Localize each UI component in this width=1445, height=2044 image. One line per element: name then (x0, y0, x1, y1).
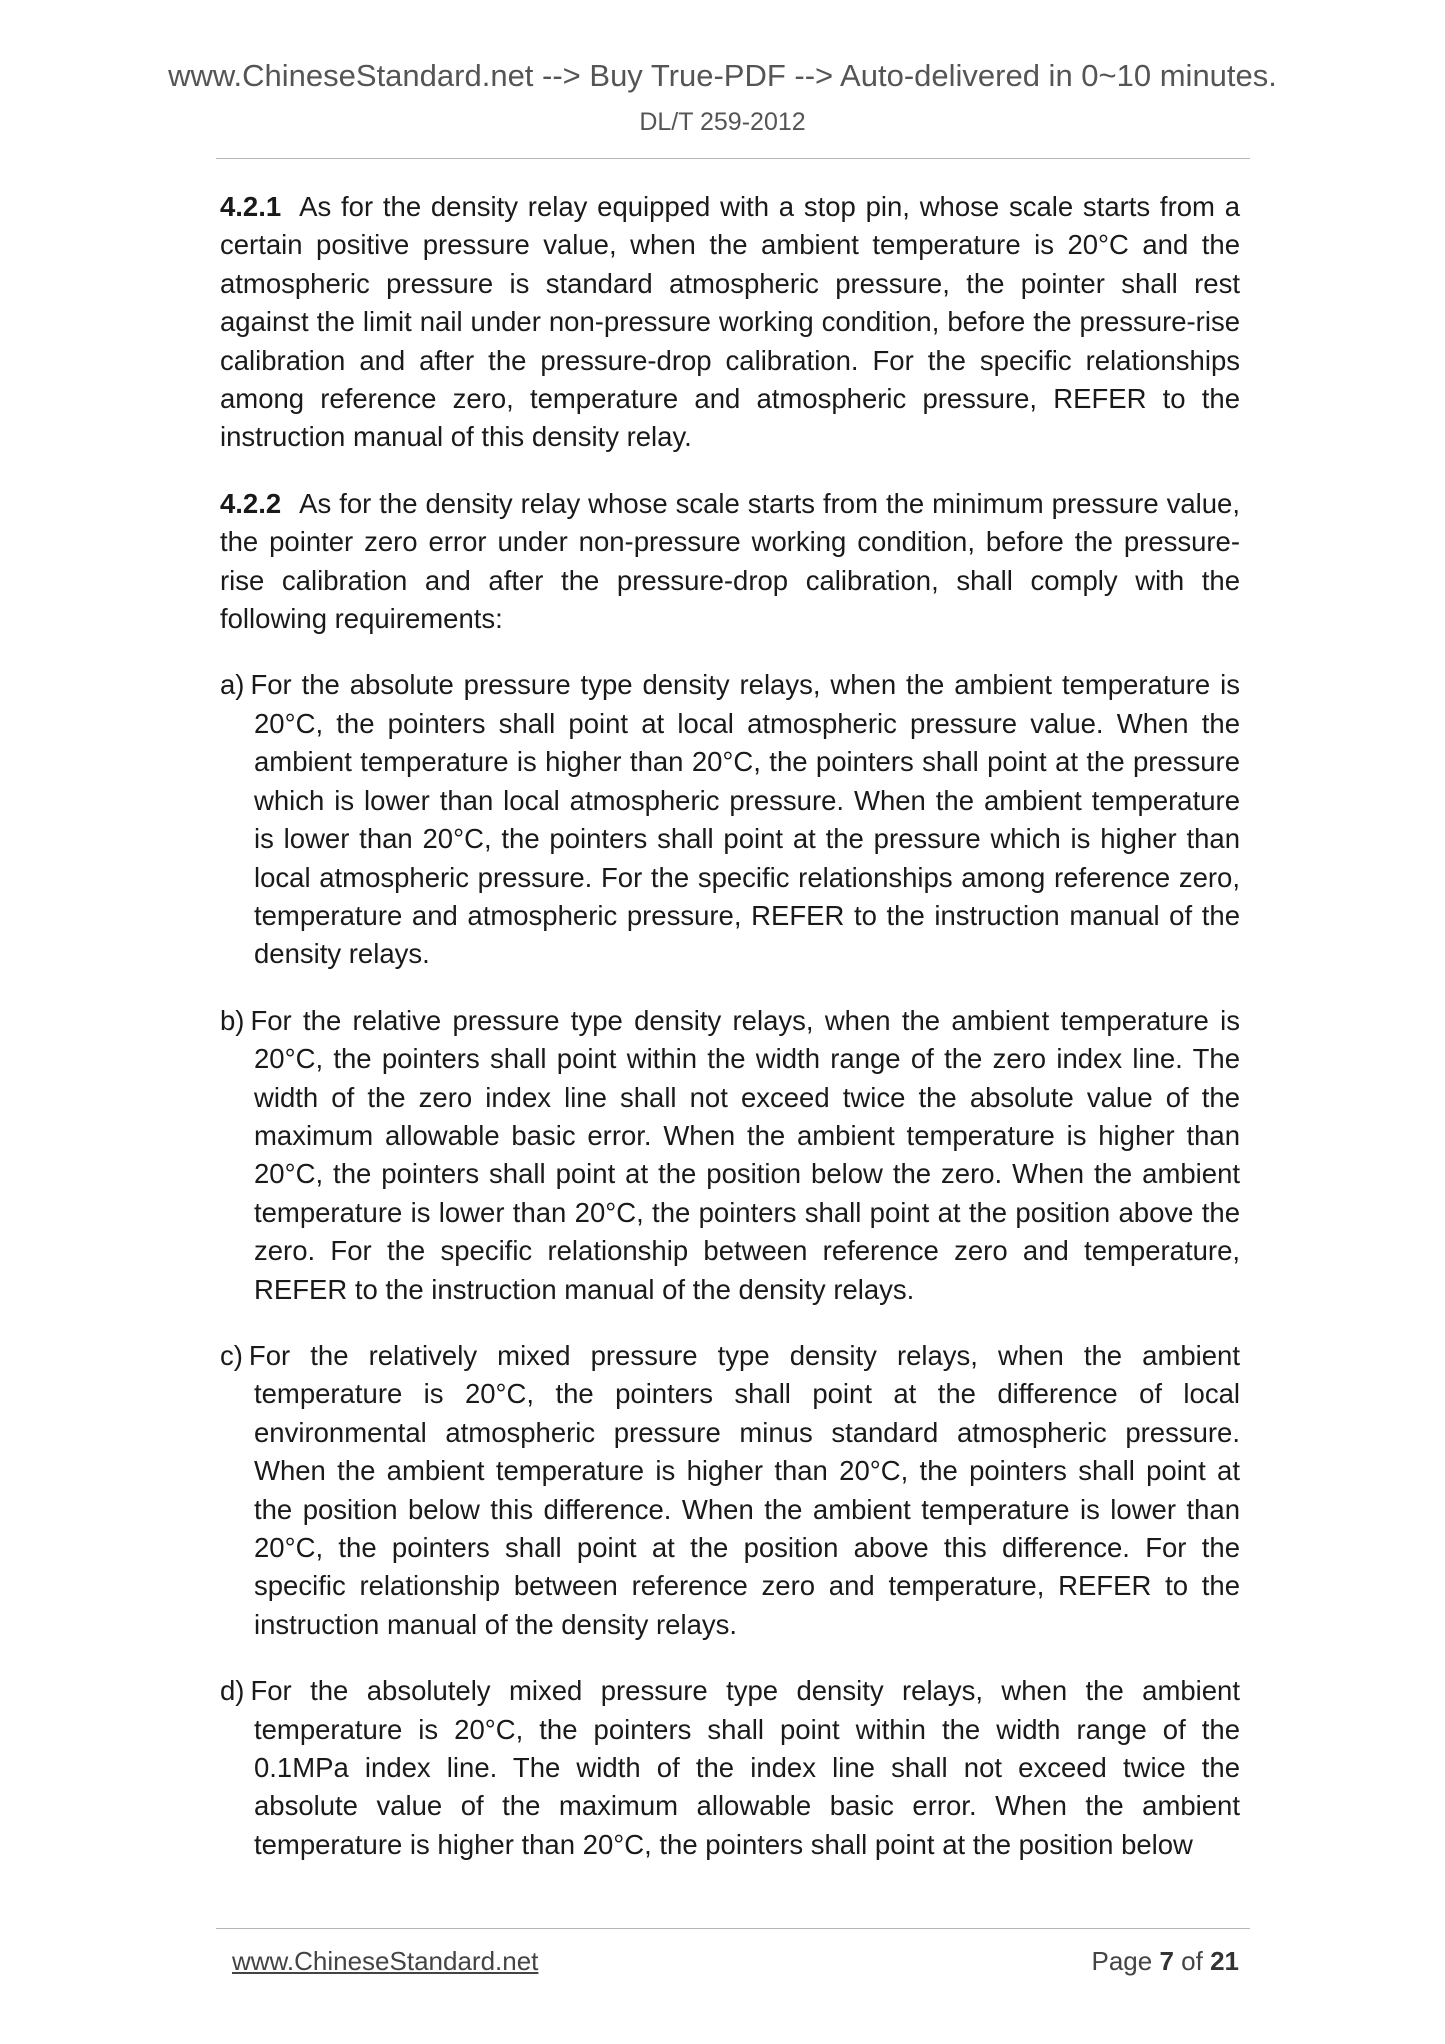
clause-number: 4.2.1 (220, 191, 282, 222)
header-banner: www.ChineseStandard.net --> Buy True-PDF --> Auto-delivered in 0~10 minutes. (168, 58, 1277, 93)
clause-number: 4.2.2 (220, 487, 282, 519)
footer-website-link[interactable]: www.ChineseStandard.net (232, 1946, 539, 1976)
page-of: of (1181, 1946, 1203, 1976)
page-current: 7 (1159, 1946, 1174, 1976)
clause-text: As for the density relay whose scale starts from the minimum pressure value, the pointer zero error under non-pressure working condition, before the pressure-rise calibration and after the pressure-drop calibration, shall comply with the following requirements: (220, 487, 1240, 635)
page-total: 21 (1210, 1946, 1239, 1976)
footer-divider (216, 1928, 1250, 1929)
clause-4-2-2 (220, 485, 1240, 639)
list-item-b (220, 1002, 1240, 1309)
document-body (220, 188, 1240, 1892)
list-item-label: b) (220, 1004, 245, 1036)
list-item-text: For the relative pressure type density relays, when the ambient temperature is 20°C, the pointers shall point within the width range of the zero index line. The width of the zero index line shall not exceed twice the absolute value of the maximum allowable basic error. When the ambient temperature is higher than 20°C, the pointers shall point at the position below the zero. When the ambient temperature is lower than 20°C, the pointers shall point at the position above the zero. For the specific relationship between reference zero and temperature, REFER to the instruction manual of the density relays. (250, 1004, 1240, 1305)
clause-text: As for the density relay equipped with a stop pin, whose scale starts from a certain positive pressure value, when the ambient temperature is 20°C and the atmospheric pressure is standard atmospheric pressure, the pointer shall rest against the limit nail under non-pressure working condition, before the pressure-rise calibration and after the pressure-drop calibration. For the specific relationships among reference zero, temperature and atmospheric pressure, REFER to the instruction manual of this density relay. (220, 191, 1240, 453)
list-item-label: c) (220, 1339, 243, 1371)
list-item-label: a) (220, 669, 245, 701)
page-prefix: Page (1091, 1946, 1153, 1976)
clause-4-2-1 (220, 188, 1240, 457)
page-indicator (1091, 1946, 1239, 1977)
list-item-c (220, 1337, 1240, 1644)
list-item-text: For the absolute pressure type density relays, when the ambient temperature is 20°C, the pointers shall point at local atmospheric pressure value. When the ambient temperature is higher than 20°C, the pointers shall point at the pressure which is lower than local atmospheric pressure. When the ambient temperature is lower than 20°C, the pointers shall point at the pressure which is higher than local atmospheric pressure. For the specific relationships among reference zero, temperature and atmospheric pressure, REFER to the instruction manual of the density relays. (250, 669, 1240, 970)
list-item-text: For the relatively mixed pressure type density relays, when the ambient temperature is 20°C, the pointers shall point at the difference of local environmental atmospheric pressure minus standard atmospheric pressure. When the ambient temperature is higher than 20°C, the pointers shall point at the position below this difference. When the ambient temperature is lower than 20°C, the pointers shall point at the position above this difference. For the specific relationship between reference zero and temperature, REFER to the instruction manual of the density relays. (248, 1339, 1240, 1640)
header-divider (216, 158, 1250, 159)
list-item-d (220, 1672, 1240, 1864)
document-code: DL/T 259-2012 (639, 108, 806, 136)
list-item-a (220, 666, 1240, 973)
list-item-text: For the absolutely mixed pressure type density relays, when the ambient temperature is 20°C, the pointers shall point within the width range of the 0.1MPa index line. The width of the index line shall not exceed twice the absolute value of the maximum allowable basic error. When the ambient temperature is higher than 20°C, the pointers shall point at the position below (250, 1675, 1240, 1860)
list-item-label: d) (220, 1675, 245, 1707)
